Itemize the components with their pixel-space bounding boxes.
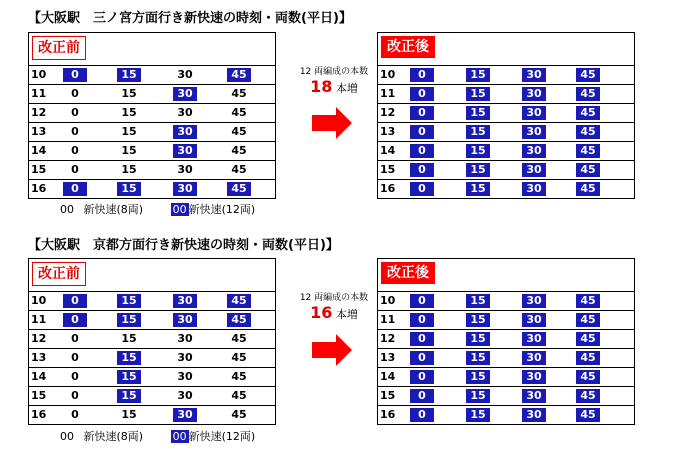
departure-12car: 45: [576, 87, 600, 101]
departure-12car: 15: [117, 351, 141, 365]
table-row: [378, 123, 634, 142]
departure-12car: 0: [63, 294, 87, 308]
change-summary: [282, 290, 386, 322]
table-row: [378, 180, 634, 198]
departure-12car: 15: [466, 125, 490, 139]
after-timetable: [377, 258, 635, 425]
departure-12car: 30: [173, 294, 197, 308]
legend-plain-label: 新快速(8両): [83, 203, 144, 216]
departure-12car: 0: [410, 294, 434, 308]
departure-8car: 0: [71, 332, 79, 345]
departure-12car: 45: [576, 182, 600, 196]
change-note: 12 両編成の本数: [299, 67, 369, 77]
departure-12car: 30: [522, 87, 546, 101]
table-row: [29, 85, 275, 104]
departure-12car: 0: [63, 182, 87, 196]
departure-8car: 30: [177, 351, 193, 364]
departure-12car: 0: [410, 144, 434, 158]
departure-8car: 15: [121, 106, 137, 119]
departure-8car: 30: [177, 163, 193, 176]
departure-8car: 0: [71, 370, 79, 383]
legend: [60, 428, 255, 444]
departure-12car: 0: [410, 332, 434, 346]
legend-blue-label: 新快速(12両): [188, 430, 256, 443]
hour-cell: 11: [380, 87, 396, 100]
departure-12car: 45: [576, 389, 600, 403]
departure-12car: 45: [576, 144, 600, 158]
departure-8car: 0: [71, 389, 79, 402]
departure-12car: 15: [466, 294, 490, 308]
after-badge: 改正後: [381, 262, 435, 284]
table-row: [29, 406, 275, 424]
hour-cell: 14: [380, 370, 396, 383]
table-row: [378, 66, 634, 85]
departure-8car: 15: [121, 332, 137, 345]
legend-blue-label: 新快速(12両): [188, 203, 256, 216]
departure-8car: 45: [231, 163, 247, 176]
table-row: [29, 180, 275, 198]
hour-cell: 11: [31, 87, 47, 100]
legend-plain-swatch: 00: [60, 203, 74, 216]
before-timetable: [28, 258, 276, 425]
departure-8car: 15: [121, 163, 137, 176]
hour-cell: 14: [31, 144, 47, 157]
departure-12car: 45: [576, 125, 600, 139]
change-note: 12 両編成の本数: [299, 293, 369, 303]
departure-12car: 30: [522, 125, 546, 139]
hour-cell: 11: [380, 313, 396, 326]
departure-12car: 15: [117, 294, 141, 308]
hour-cell: 15: [31, 163, 47, 176]
hour-cell: 12: [380, 106, 396, 119]
section-title: 【大阪駅 京都方面行き新快速の時刻・両数(平日)】: [28, 238, 339, 253]
departure-12car: 30: [522, 370, 546, 384]
departure-12car: 15: [466, 163, 490, 177]
departure-8car: 0: [71, 144, 79, 157]
hour-cell: 13: [31, 125, 47, 138]
departure-12car: 30: [173, 408, 197, 422]
departure-12car: 30: [522, 68, 546, 82]
table-row: [29, 104, 275, 123]
departure-12car: 15: [466, 144, 490, 158]
table-row: [29, 311, 275, 330]
table-row: [29, 387, 275, 406]
departure-8car: 30: [177, 370, 193, 383]
departure-12car: 30: [522, 144, 546, 158]
departure-12car: 30: [173, 313, 197, 327]
table-row: [378, 142, 634, 161]
departure-12car: 0: [410, 125, 434, 139]
departure-12car: 0: [410, 182, 434, 196]
section-sannomiya: [0, 0, 676, 230]
after-badge: 改正後: [381, 36, 435, 58]
departure-12car: 30: [522, 351, 546, 365]
departure-12car: 30: [173, 125, 197, 139]
departure-8car: 45: [231, 144, 247, 157]
before-badge: 改正前: [32, 36, 86, 60]
after-timetable: [377, 32, 635, 199]
table-row: [29, 66, 275, 85]
departure-12car: 30: [522, 294, 546, 308]
hour-cell: 15: [31, 389, 47, 402]
hour-cell: 15: [380, 163, 396, 176]
increase-number: 16: [310, 303, 333, 322]
departure-12car: 15: [466, 182, 490, 196]
hour-cell: 15: [380, 389, 396, 402]
departure-12car: 15: [117, 389, 141, 403]
departure-12car: 45: [227, 182, 251, 196]
hour-cell: 13: [31, 351, 47, 364]
table-row: [378, 387, 634, 406]
departure-8car: 30: [177, 106, 193, 119]
departure-8car: 0: [71, 87, 79, 100]
departure-12car: 45: [576, 332, 600, 346]
table-row: [378, 330, 634, 349]
departure-12car: 30: [173, 144, 197, 158]
departure-8car: 30: [177, 332, 193, 345]
departure-8car: 15: [121, 144, 137, 157]
departure-12car: 15: [117, 313, 141, 327]
hour-cell: 12: [380, 332, 396, 345]
departure-12car: 45: [576, 163, 600, 177]
departure-12car: 30: [173, 87, 197, 101]
hour-cell: 16: [31, 182, 47, 195]
section-title: 【大阪駅 三ノ宮方面行き新快速の時刻・両数(平日)】: [28, 11, 352, 26]
departure-12car: 45: [576, 351, 600, 365]
departure-12car: 45: [576, 313, 600, 327]
table-row: [378, 292, 634, 311]
legend: [60, 201, 255, 217]
departure-12car: 0: [410, 106, 434, 120]
departure-12car: 15: [466, 389, 490, 403]
table-row: [29, 123, 275, 142]
departure-8car: 30: [177, 389, 193, 402]
departure-12car: 0: [410, 370, 434, 384]
departure-12car: 30: [522, 313, 546, 327]
departure-12car: 0: [410, 163, 434, 177]
hour-cell: 11: [31, 313, 47, 326]
departure-12car: 15: [466, 351, 490, 365]
departure-12car: 15: [466, 68, 490, 82]
departure-8car: 45: [231, 370, 247, 383]
table-row: [378, 368, 634, 387]
hour-cell: 14: [380, 144, 396, 157]
departure-8car: 30: [177, 68, 193, 81]
departure-12car: 45: [576, 370, 600, 384]
departure-12car: 30: [522, 163, 546, 177]
increase-suffix: 本増: [335, 82, 358, 95]
departure-8car: 45: [231, 389, 247, 402]
departure-12car: 0: [410, 408, 434, 422]
hour-cell: 10: [380, 68, 396, 81]
departure-12car: 15: [466, 313, 490, 327]
hour-cell: 10: [31, 294, 47, 307]
departure-8car: 15: [121, 408, 137, 421]
change-summary: [282, 64, 386, 96]
departure-12car: 30: [522, 332, 546, 346]
table-row: [29, 330, 275, 349]
departure-12car: 15: [466, 87, 490, 101]
departure-8car: 0: [71, 125, 79, 138]
legend-blue-swatch: 00: [172, 430, 187, 443]
departure-12car: 30: [522, 182, 546, 196]
legend-blue-swatch: 00: [172, 203, 187, 216]
departure-12car: 45: [576, 294, 600, 308]
increase-suffix: 本増: [335, 308, 358, 321]
departure-12car: 15: [466, 370, 490, 384]
departure-8car: 45: [231, 125, 247, 138]
hour-cell: 10: [31, 68, 47, 81]
departure-12car: 45: [576, 408, 600, 422]
departure-8car: 45: [231, 408, 247, 421]
departure-12car: 0: [410, 351, 434, 365]
departure-12car: 30: [173, 182, 197, 196]
departure-8car: 45: [231, 106, 247, 119]
departure-8car: 0: [71, 408, 79, 421]
hour-cell: 16: [31, 408, 47, 421]
departure-12car: 0: [63, 313, 87, 327]
hour-cell: 13: [380, 351, 396, 364]
hour-cell: 13: [380, 125, 396, 138]
table-row: [29, 292, 275, 311]
table-row: [29, 161, 275, 180]
table-row: [378, 406, 634, 424]
departure-12car: 15: [466, 332, 490, 346]
before-badge: 改正前: [32, 262, 86, 286]
departure-12car: 0: [410, 87, 434, 101]
departure-8car: 45: [231, 87, 247, 100]
legend-plain-swatch: 00: [60, 430, 74, 443]
departure-12car: 15: [466, 106, 490, 120]
before-timetable: [28, 32, 276, 199]
departure-8car: 0: [71, 106, 79, 119]
departure-12car: 15: [117, 68, 141, 82]
departure-8car: 45: [231, 351, 247, 364]
table-row: [378, 349, 634, 368]
section-kyoto: [0, 232, 676, 468]
departure-8car: 15: [121, 125, 137, 138]
hour-cell: 16: [380, 182, 396, 195]
departure-12car: 45: [576, 68, 600, 82]
departure-8car: 0: [71, 163, 79, 176]
departure-12car: 30: [522, 408, 546, 422]
table-row: [29, 349, 275, 368]
hour-cell: 12: [31, 106, 47, 119]
departure-8car: 0: [71, 351, 79, 364]
departure-12car: 0: [410, 68, 434, 82]
table-row: [378, 85, 634, 104]
table-row: [29, 142, 275, 161]
table-row: [378, 311, 634, 330]
departure-8car: 15: [121, 87, 137, 100]
arrow-right-icon: [312, 334, 352, 366]
departure-12car: 45: [576, 106, 600, 120]
table-row: [378, 104, 634, 123]
departure-12car: 30: [522, 389, 546, 403]
departure-12car: 15: [117, 182, 141, 196]
departure-12car: 30: [522, 106, 546, 120]
departure-12car: 15: [117, 370, 141, 384]
increase-number: 18: [310, 77, 333, 96]
departure-12car: 45: [227, 294, 251, 308]
departure-12car: 15: [466, 408, 490, 422]
hour-cell: 12: [31, 332, 47, 345]
departure-12car: 45: [227, 313, 251, 327]
departure-12car: 0: [410, 389, 434, 403]
legend-plain-label: 新快速(8両): [83, 430, 144, 443]
arrow-right-icon: [312, 107, 352, 139]
departure-12car: 0: [410, 313, 434, 327]
hour-cell: 14: [31, 370, 47, 383]
table-row: [29, 368, 275, 387]
hour-cell: 10: [380, 294, 396, 307]
departure-8car: 45: [231, 332, 247, 345]
departure-12car: 45: [227, 68, 251, 82]
departure-12car: 0: [63, 68, 87, 82]
hour-cell: 16: [380, 408, 396, 421]
table-row: [378, 161, 634, 180]
